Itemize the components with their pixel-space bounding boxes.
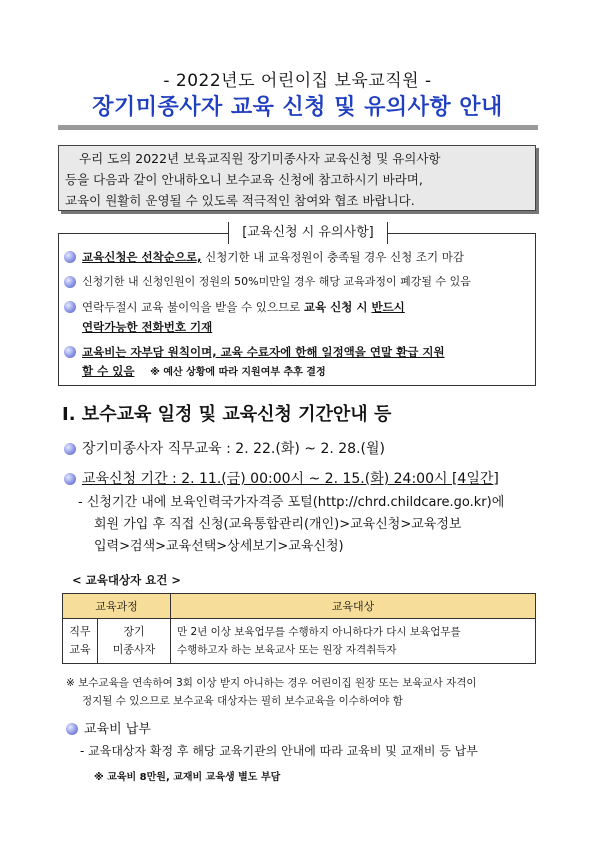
notice-item-3 [82,298,405,316]
intro-line: 교육이 원활히 운영될 수 있도록 적극적인 참여와 협조 바랍니다. [65,193,415,208]
notice-item-3-emphasis: 교육 신청 시 [303,300,372,314]
application-desc-line: - 신청기간 내에 보육인력국가자격증 포털(http://chrd.childcare.go.kr)에 [78,495,505,510]
application-desc-line: 회원 가입 후 직접 신청(교육통합관리(개인)>교육신청>교육정보 [94,517,462,532]
bullet-icon [66,723,78,735]
notice-item-1-text: 신청기한 내 교육정원이 충족될 경우 신청 조기 마감 [201,250,464,264]
table-cell-subcategory [98,619,171,664]
notice-item-4-note: ※ 예산 상황에 따라 지원여부 추후 결정 [150,367,326,378]
bullet-icon [64,251,76,263]
renewal-note-line: 정지될 수 있으므로 보수교육 대상자는 필히 보수교육을 이수하여야 함 [82,695,403,707]
bullet-icon [64,346,76,358]
notice-item-3-emphasis-underlined: 반드시 [371,300,405,314]
title-divider [58,125,538,130]
notice-item-1-emphasis: 교육신청은 선착순으로, [82,250,202,264]
table-header-course: 교육과정 [63,594,171,619]
notice-heading: [교육신청 시 유의사항] [228,222,388,244]
renewal-note-line: ※ 보수교육을 연속하여 3회 이상 받지 아니하는 경우 어린이집 원장 또는 보육교사 자격이 [66,677,477,689]
cell-line: 만 2년 이상 보육업무를 수행하지 아니하다가 다시 보육업무를 [177,626,461,638]
fee-desc: - 교육대상자 확정 후 해당 교육기관의 안내에 따라 교육비 및 교재비 등 납부 [80,744,478,758]
cell-line: 직무 [69,625,91,638]
intro-box [58,145,536,211]
bullet-icon [64,301,76,313]
table-cell-target [171,619,536,664]
notice-item-4-line2 [82,362,326,382]
notice-item-4-line1: 교육비는 자부담 원칙이며, 교육 수료자에 한해 일정액을 연말 환급 지원 [82,345,445,359]
table-cell-category [63,619,98,664]
notice-item-2: 신청기한 내 신청인원이 정원의 50%미만일 경우 해당 교육과정이 폐강될 수 있음 [82,275,471,288]
application-desc-line: 입력>검색>교육선택>상세보기>교육신청) [94,539,344,554]
notice-item-4-text: 할 수 있음 [82,364,135,378]
bullet-icon [64,276,76,288]
requirements-table [62,593,536,664]
fee-heading: 교육비 납부 [84,722,151,737]
document-title: 장기미종사자 교육 신청 및 유의사항 안내 [92,95,503,120]
document-subtitle: - 2022년도 어린이집 보육교직원 - [163,71,432,91]
application-period: 교육신청 기간 : 2. 11.(금) 00:00시 ~ 2. 15.(화) 24:00시 [4일간] [82,471,499,487]
cell-line: 장기 [123,625,145,638]
intro-line: 등을 다음과 같이 안내하오니 보수교육 신청에 참고하시기 바라며, [65,172,423,187]
notice-item-1 [82,248,464,266]
cell-line: 교육 [69,643,91,656]
table-header-target: 교육대상 [171,594,536,619]
notice-item-3-line2: 연락가능한 전화번호 기재 [82,320,213,334]
fee-note: ※ 교육비 8만원, 교재비 교육생 별도 부담 [94,772,281,783]
notice-item-3-text: 연락두절시 교육 불이익을 받을 수 있으므로 [82,300,304,314]
cell-line: 미종사자 [112,643,156,656]
bullet-icon [64,443,76,455]
requirements-title: < 교육대상자 요건 > [72,573,182,587]
training-schedule: 장기미종사자 직무교육 : 2. 22.(화) ~ 2. 28.(월) [82,441,385,457]
bullet-icon [64,473,76,485]
intro-line: 우리 도의 2022년 보육교직원 장기미종사자 교육신청 및 유의사항 [79,151,441,166]
section-heading: Ⅰ. 보수교육 일정 및 교육신청 기간안내 등 [62,404,392,425]
cell-line: 수행하고자 하는 보육교사 또는 원장 자격취득자 [177,644,397,656]
